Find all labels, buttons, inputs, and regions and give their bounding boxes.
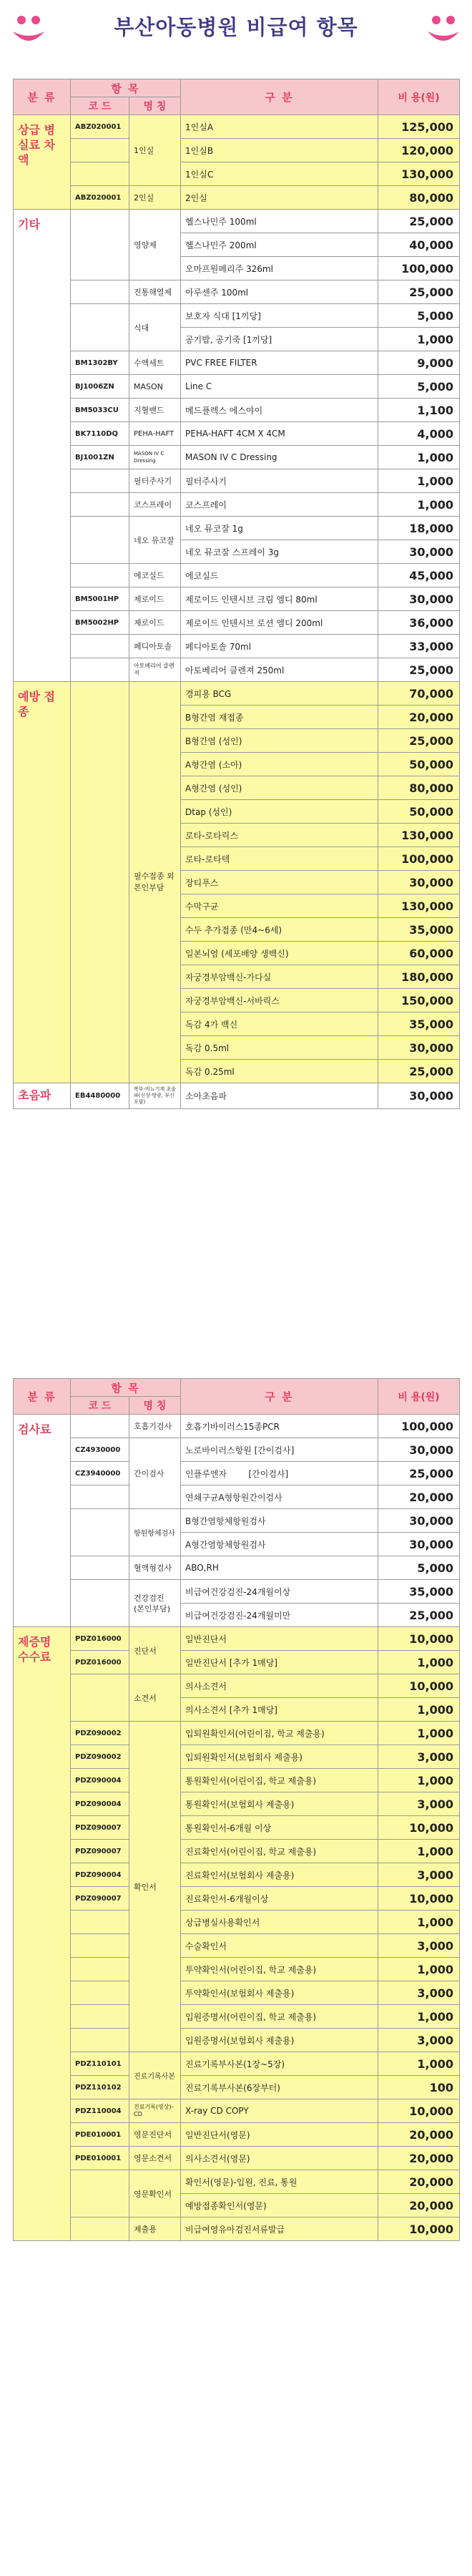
item-cell: 보호자 식대 [1끼당] <box>181 304 378 328</box>
price-cell: 5,000 <box>378 304 460 328</box>
price-cell: 10,000 <box>378 1816 460 1840</box>
table-row <box>14 1816 460 1840</box>
item-cell: 수두 추가접종 (만4~6세) <box>181 918 378 942</box>
item-cell: 통원확인서-6개월 이상 <box>181 1816 378 1840</box>
code-cell: BM5033CU <box>71 399 129 422</box>
item-cell: 의사소견서(영문) <box>181 2147 378 2170</box>
item-cell: 에코실드 <box>181 564 378 587</box>
name-cell: 항원항체검사 <box>129 1509 181 1556</box>
price-cell: 60,000 <box>378 942 460 965</box>
name-cell: PEHA-HAFT <box>129 422 181 446</box>
code-cell: BK7110DQ <box>71 422 129 446</box>
category-cell: 예방 접종 <box>14 682 71 1083</box>
price-cell: 9,000 <box>378 351 460 375</box>
price-cell: 30,000 <box>378 871 460 894</box>
price-cell: 10,000 <box>378 2099 460 2123</box>
name-cell: 진통해열제 <box>129 280 181 304</box>
name-cell: 1인실 <box>129 115 181 186</box>
price-cell: 1,000 <box>378 1911 460 1934</box>
name-cell: 건강검진 (본인부담) <box>129 1580 181 1627</box>
table-row <box>14 1462 460 1485</box>
table-row <box>14 635 460 658</box>
item-cell: Line C <box>181 375 378 399</box>
code-cell: PDZ110102 <box>71 2076 129 2099</box>
name-cell: 진료기록(영상)-CD <box>129 2099 181 2123</box>
header-price: 비 용(원) <box>378 79 460 115</box>
item-cell: 자궁경부암백신-서바릭스 <box>181 989 378 1013</box>
header-name: 명 칭 <box>129 1397 181 1415</box>
price-cell: 100 <box>378 2076 460 2099</box>
price-cell: 100,000 <box>378 1415 460 1438</box>
price-cell: 3,000 <box>378 1745 460 1769</box>
page-header <box>0 0 472 61</box>
item-cell: 의사소견서 [추가 1매당] <box>181 1698 378 1722</box>
price-cell: 120,000 <box>378 139 460 162</box>
name-cell: 페디아토솔 <box>129 635 181 658</box>
code-cell: BM1302BY <box>71 351 129 375</box>
item-cell: A형간염 (소아) <box>181 753 378 776</box>
category-cell: 검사료 <box>14 1415 71 1627</box>
price-cell: 125,000 <box>378 115 460 139</box>
page-title: 부산아동병원 비급여 항목 <box>114 15 358 39</box>
price-cell: 35,000 <box>378 1013 460 1036</box>
table-row <box>14 469 460 493</box>
table-row <box>14 1674 460 1698</box>
name-cell: 수액세트 <box>129 351 181 375</box>
price-cell: 180,000 <box>378 965 460 989</box>
item-cell: 독감 0.5ml <box>181 1036 378 1060</box>
price-cell: 10,000 <box>378 2218 460 2241</box>
name-cell: 영문소견서 <box>129 2147 181 2170</box>
header-price: 비 용(원) <box>378 1379 460 1415</box>
code-cell: PDE010001 <box>71 2147 129 2170</box>
price-cell: 1,000 <box>378 493 460 517</box>
item-cell: MASON IV C Dressing <box>181 446 378 469</box>
price-cell: 3,000 <box>378 1863 460 1887</box>
header-category: 분 류 <box>14 1379 71 1415</box>
table-row <box>14 658 460 682</box>
item-cell: 오마프원페리주 326ml <box>181 257 378 280</box>
price-cell: 36,000 <box>378 611 460 635</box>
item-cell: 네오 뮤코잘 1g <box>181 517 378 540</box>
item-cell: 투약확인서(보험회사 제출용) <box>181 1981 378 2005</box>
item-cell: 2인실 <box>181 186 378 210</box>
table-row <box>14 115 460 139</box>
table-row <box>14 2029 460 2052</box>
code-cell: ABZ020001 <box>71 186 129 210</box>
item-cell: 확인서(영문)-입원, 진료, 통원 <box>181 2170 378 2194</box>
item-cell: 입퇴원확인서(보험회사 제출용) <box>181 1745 378 1769</box>
table-row <box>14 2005 460 2029</box>
name-cell: MASON IV C Dressing <box>129 446 181 469</box>
price-cell: 35,000 <box>378 918 460 942</box>
table-row <box>14 1415 460 1438</box>
code-cell: BM5002HP <box>71 611 129 635</box>
item-cell: 진료기록부사본(6장부터) <box>181 2076 378 2099</box>
item-cell: A형간염항체항원검사 <box>181 1533 378 1556</box>
table-row <box>14 1887 460 1911</box>
item-cell: 입퇴원확인서(어린이집, 학교 제출용) <box>181 1722 378 1745</box>
item-cell: B형간염 재접종 <box>181 706 378 729</box>
item-cell: 호흡기바이러스15종PCR <box>181 1415 378 1438</box>
item-cell: 페디아토솔 70ml <box>181 635 378 658</box>
price-cell: 1,000 <box>378 1722 460 1745</box>
price-cell: 20,000 <box>378 2170 460 2194</box>
code-cell: PDZ090007 <box>71 1887 129 1911</box>
item-cell: 독감 4가 백신 <box>181 1013 378 1036</box>
price-cell: 25,000 <box>378 1060 460 1083</box>
item-cell: 공기밥, 공기죽 [1끼당] <box>181 328 378 351</box>
item-cell: 투약확인서(어린이집, 학교 제출용) <box>181 1958 378 1981</box>
item-cell: 자궁경부암백신-가다실 <box>181 965 378 989</box>
table-row <box>14 564 460 587</box>
price-cell: 30,000 <box>378 1083 460 1109</box>
table-row <box>14 1627 460 1651</box>
item-cell: B형간염 (성인) <box>181 729 378 753</box>
code-cell: PDZ110101 <box>71 2052 129 2076</box>
table-row <box>14 210 460 233</box>
code-cell: PDZ110004 <box>71 2099 129 2123</box>
price-cell: 1,000 <box>378 1958 460 1981</box>
table-row <box>14 162 460 186</box>
code-cell: PDZ090004 <box>71 1769 129 1792</box>
fee-table-1 <box>13 79 460 1109</box>
price-cell: 3,000 <box>378 2029 460 2052</box>
item-cell: 1인실B <box>181 139 378 162</box>
name-cell: 확인서 <box>129 1722 181 2052</box>
item-cell: 진료확인서-6개월이상 <box>181 1887 378 1911</box>
table-row <box>14 304 460 328</box>
price-cell: 20,000 <box>378 706 460 729</box>
code-cell: PDZ090002 <box>71 1722 129 1745</box>
item-cell: 진료기록부사본(1장~5장) <box>181 2052 378 2076</box>
item-cell: 일본뇌염 (세포배양 생백신) <box>181 942 378 965</box>
table-row <box>14 2123 460 2147</box>
code-cell: BM5001HP <box>71 587 129 611</box>
table-row <box>14 375 460 399</box>
table-row <box>14 422 460 446</box>
item-cell: 진료확인서(보험회사 제출용) <box>181 1863 378 1887</box>
table-row <box>14 1911 460 1934</box>
price-cell: 1,000 <box>378 469 460 493</box>
item-cell: 네오 뮤코잘 스프레이 3g <box>181 540 378 564</box>
item-cell: 로타-로타릭스 <box>181 824 378 847</box>
name-cell: 아토베리어 클렌져 <box>129 658 181 682</box>
item-cell: PEHA-HAFT 4CM X 4CM <box>181 422 378 446</box>
item-cell: 헬스나민주 100ml <box>181 210 378 233</box>
table-row <box>14 1556 460 1580</box>
price-cell: 25,000 <box>378 1604 460 1627</box>
name-cell: 지혈밴드 <box>129 399 181 422</box>
item-cell: PVC FREE FILTER <box>181 351 378 375</box>
price-cell: 25,000 <box>378 280 460 304</box>
table-row <box>14 517 460 540</box>
price-cell: 3,000 <box>378 1792 460 1816</box>
price-cell: 33,000 <box>378 635 460 658</box>
price-cell: 10,000 <box>378 1887 460 1911</box>
price-cell: 1,000 <box>378 328 460 351</box>
name-cell: 제로이드 <box>129 611 181 635</box>
name-cell: MASON <box>129 375 181 399</box>
price-cell: 130,000 <box>378 824 460 847</box>
table-row <box>14 1438 460 1462</box>
price-cell: 1,100 <box>378 399 460 422</box>
price-cell: 150,000 <box>378 989 460 1013</box>
code-cell: BJ1001ZN <box>71 446 129 469</box>
item-cell: 통원확인서(보험회사 제출용) <box>181 1792 378 1816</box>
item-cell: 수막구균 <box>181 894 378 918</box>
name-cell: 영양제 <box>129 210 181 280</box>
name-cell: 필터주사기 <box>129 469 181 493</box>
table-row <box>14 186 460 210</box>
price-cell: 45,000 <box>378 564 460 587</box>
code-cell: PDZ090004 <box>71 1863 129 1887</box>
item-cell: 아루센주 100ml <box>181 280 378 304</box>
item-cell: 제로이드 인텐시브 로션 엠디 200ml <box>181 611 378 635</box>
item-cell: 1인실A <box>181 115 378 139</box>
item-cell: A형간염 (성인) <box>181 776 378 800</box>
item-cell: 경피용 BCG <box>181 682 378 706</box>
price-cell: 25,000 <box>378 210 460 233</box>
item-cell: 1인실C <box>181 162 378 186</box>
price-cell: 130,000 <box>378 162 460 186</box>
price-cell: 10,000 <box>378 1627 460 1651</box>
item-cell: 일반진단서(영문) <box>181 2123 378 2147</box>
name-cell: 간이검사 <box>129 1438 181 1509</box>
code-cell: PDZ016000 <box>71 1651 129 1674</box>
category-cell: 기타 <box>14 210 71 682</box>
item-cell: 헬스나민주 200ml <box>181 233 378 257</box>
item-cell: 인플루엔자 [간이검사] <box>181 1462 378 1485</box>
fee-table-2 <box>13 1378 460 2241</box>
price-cell: 25,000 <box>378 1462 460 1485</box>
header-item: 항 목 <box>71 1379 181 1397</box>
price-cell: 3,000 <box>378 1934 460 1958</box>
item-cell: B형간염항체항원검사 <box>181 1509 378 1533</box>
price-cell: 18,000 <box>378 517 460 540</box>
price-cell: 1,000 <box>378 2052 460 2076</box>
price-cell: 25,000 <box>378 729 460 753</box>
table-row <box>14 1745 460 1769</box>
item-cell: 수술확인서 <box>181 1934 378 1958</box>
category-cell: 상급 병실료 차액 <box>14 115 71 210</box>
category-cell: 제증명 수수료 <box>14 1627 71 2241</box>
price-cell: 20,000 <box>378 1485 460 1509</box>
smiley-right-icon <box>425 13 462 49</box>
table-row <box>14 1840 460 1863</box>
price-cell: 20,000 <box>378 2194 460 2218</box>
item-cell: 코스프레이 <box>181 493 378 517</box>
table-row <box>14 2076 460 2099</box>
price-cell: 30,000 <box>378 587 460 611</box>
item-cell: 예방접종확인서(영문) <box>181 2194 378 2218</box>
item-cell: ABO,RH <box>181 1556 378 1580</box>
price-cell: 1,000 <box>378 446 460 469</box>
price-cell: 1,000 <box>378 2005 460 2029</box>
price-cell: 20,000 <box>378 2123 460 2147</box>
header-name: 명 칭 <box>129 97 181 115</box>
smiley-left-icon <box>10 13 47 49</box>
header-detail: 구 분 <box>181 79 378 115</box>
table-row <box>14 1580 460 1604</box>
table-row <box>14 2147 460 2170</box>
table-row <box>14 493 460 517</box>
price-cell: 3,000 <box>378 1981 460 2005</box>
name-cell: 영문확인서 <box>129 2170 181 2218</box>
category-cell: 초음파 <box>14 1083 71 1109</box>
name-cell: 진단서 <box>129 1627 181 1674</box>
price-cell: 1,000 <box>378 1840 460 1863</box>
price-cell: 35,000 <box>378 1580 460 1604</box>
table-row <box>14 139 460 162</box>
table-row <box>14 611 460 635</box>
table-row <box>14 2218 460 2241</box>
code-cell: CZ3940000 <box>71 1462 129 1485</box>
table-row <box>14 2170 460 2194</box>
code-cell: PDZ090007 <box>71 1816 129 1840</box>
item-cell: 입원증명서(어린이집, 학교 제출용) <box>181 2005 378 2029</box>
code-cell: PDZ090002 <box>71 1745 129 1769</box>
table-row <box>14 587 460 611</box>
item-cell: 입원증명서(보험회사 제출용) <box>181 2029 378 2052</box>
item-cell: 비급여영유아검진서류발급 <box>181 2218 378 2241</box>
item-cell: 제로이드 인텐시브 크림 엠디 80ml <box>181 587 378 611</box>
header-code: 코 드 <box>71 1397 129 1415</box>
price-cell: 40,000 <box>378 233 460 257</box>
table-row <box>14 682 460 706</box>
table-row <box>14 446 460 469</box>
price-cell: 10,000 <box>378 1674 460 1698</box>
name-cell: 제출용 <box>129 2218 181 2241</box>
table-row <box>14 1722 460 1745</box>
price-cell: 30,000 <box>378 1509 460 1533</box>
code-cell: PDZ090007 <box>71 1840 129 1863</box>
table-row <box>14 1083 460 1109</box>
code-cell: PDZ090004 <box>71 1792 129 1816</box>
item-cell: 필터주사기 <box>181 469 378 493</box>
price-cell: 130,000 <box>378 894 460 918</box>
item-cell: 비급여건강검진-24개월이상 <box>181 1580 378 1604</box>
item-cell: 아토베리어 클렌져 250ml <box>181 658 378 682</box>
code-cell: EB4480000 <box>71 1083 129 1109</box>
table-row <box>14 399 460 422</box>
price-cell: 80,000 <box>378 776 460 800</box>
price-cell: 30,000 <box>378 1036 460 1060</box>
price-cell: 5,000 <box>378 375 460 399</box>
item-cell: 장티푸스 <box>181 871 378 894</box>
name-cell: 소견서 <box>129 1674 181 1722</box>
price-cell: 30,000 <box>378 540 460 564</box>
item-cell: 통원확인서(어린이집, 학교 제출용) <box>181 1769 378 1792</box>
price-cell: 1,000 <box>378 1698 460 1722</box>
price-cell: 20,000 <box>378 2147 460 2170</box>
price-cell: 30,000 <box>378 1533 460 1556</box>
code-cell: ABZ020001 <box>71 115 129 139</box>
item-cell: 연쇄구균A형항원간이검사 <box>181 1485 378 1509</box>
code-cell: CZ4930000 <box>71 1438 129 1462</box>
table-row <box>14 280 460 304</box>
header-category: 분 류 <box>14 79 71 115</box>
table-row <box>14 1509 460 1533</box>
price-cell: 100,000 <box>378 257 460 280</box>
name-cell: 네오 뮤코잘 <box>129 517 181 564</box>
price-cell: 1,000 <box>378 1769 460 1792</box>
code-cell: PDE010001 <box>71 2123 129 2147</box>
name-cell: 진료기록사본 <box>129 2052 181 2099</box>
name-cell: 호흡기검사 <box>129 1415 181 1438</box>
table-row <box>14 2052 460 2076</box>
table-row <box>14 1934 460 1958</box>
name-cell: 영문진단서 <box>129 2123 181 2147</box>
item-cell: Dtap (성인) <box>181 800 378 824</box>
table-row <box>14 1651 460 1674</box>
price-cell: 50,000 <box>378 800 460 824</box>
name-cell: 2인실 <box>129 186 181 210</box>
table-row <box>14 1863 460 1887</box>
name-cell: 에코실드 <box>129 564 181 587</box>
price-cell: 100,000 <box>378 847 460 871</box>
price-cell: 30,000 <box>378 1438 460 1462</box>
table-row <box>14 1958 460 1981</box>
table-row <box>14 1769 460 1792</box>
price-cell: 50,000 <box>378 753 460 776</box>
item-cell: X-ray CD COPY <box>181 2099 378 2123</box>
item-cell: 비급여건강검진-24개월미만 <box>181 1604 378 1627</box>
table-row <box>14 1485 460 1509</box>
item-cell: 소아초음파 <box>181 1083 378 1109</box>
price-cell: 4,000 <box>378 422 460 446</box>
table-row <box>14 1792 460 1816</box>
item-cell: 상급병실사용확인서 <box>181 1911 378 1934</box>
name-cell: 혈액형검사 <box>129 1556 181 1580</box>
name-cell: 필수접종 외 본인부담 <box>129 682 181 1083</box>
item-cell: 메드플렉스 에스야이 <box>181 399 378 422</box>
price-cell: 70,000 <box>378 682 460 706</box>
table-row <box>14 1981 460 2005</box>
name-cell: 코스프레이 <box>129 493 181 517</box>
name-cell: 제로이드 <box>129 587 181 611</box>
item-cell: 의사소견서 <box>181 1674 378 1698</box>
item-cell: 일반진단서 <box>181 1627 378 1651</box>
table-row <box>14 2099 460 2123</box>
price-cell: 5,000 <box>378 1556 460 1580</box>
item-cell: 진료확인서(어린이집, 학교 제출용) <box>181 1840 378 1863</box>
table-row <box>14 351 460 375</box>
price-cell: 25,000 <box>378 658 460 682</box>
item-cell: 로타-로타텍 <box>181 847 378 871</box>
name-cell: 식대 <box>129 304 181 351</box>
header-code: 코 드 <box>71 97 129 115</box>
code-cell: BJ1006ZN <box>71 375 129 399</box>
item-cell: 노로바이러스항원 [간이검사] <box>181 1438 378 1462</box>
name-cell: 복부-비뇨기계 초음파(신장·방광, 부신 포함) <box>129 1083 181 1109</box>
header-item: 항 목 <box>71 79 181 97</box>
item-cell: 독감 0.25ml <box>181 1060 378 1083</box>
price-cell: 80,000 <box>378 186 460 210</box>
code-cell: PDZ016000 <box>71 1627 129 1651</box>
header-detail: 구 분 <box>181 1379 378 1415</box>
item-cell: 일반진단서 [추가 1매당] <box>181 1651 378 1674</box>
price-cell: 1,000 <box>378 1651 460 1674</box>
